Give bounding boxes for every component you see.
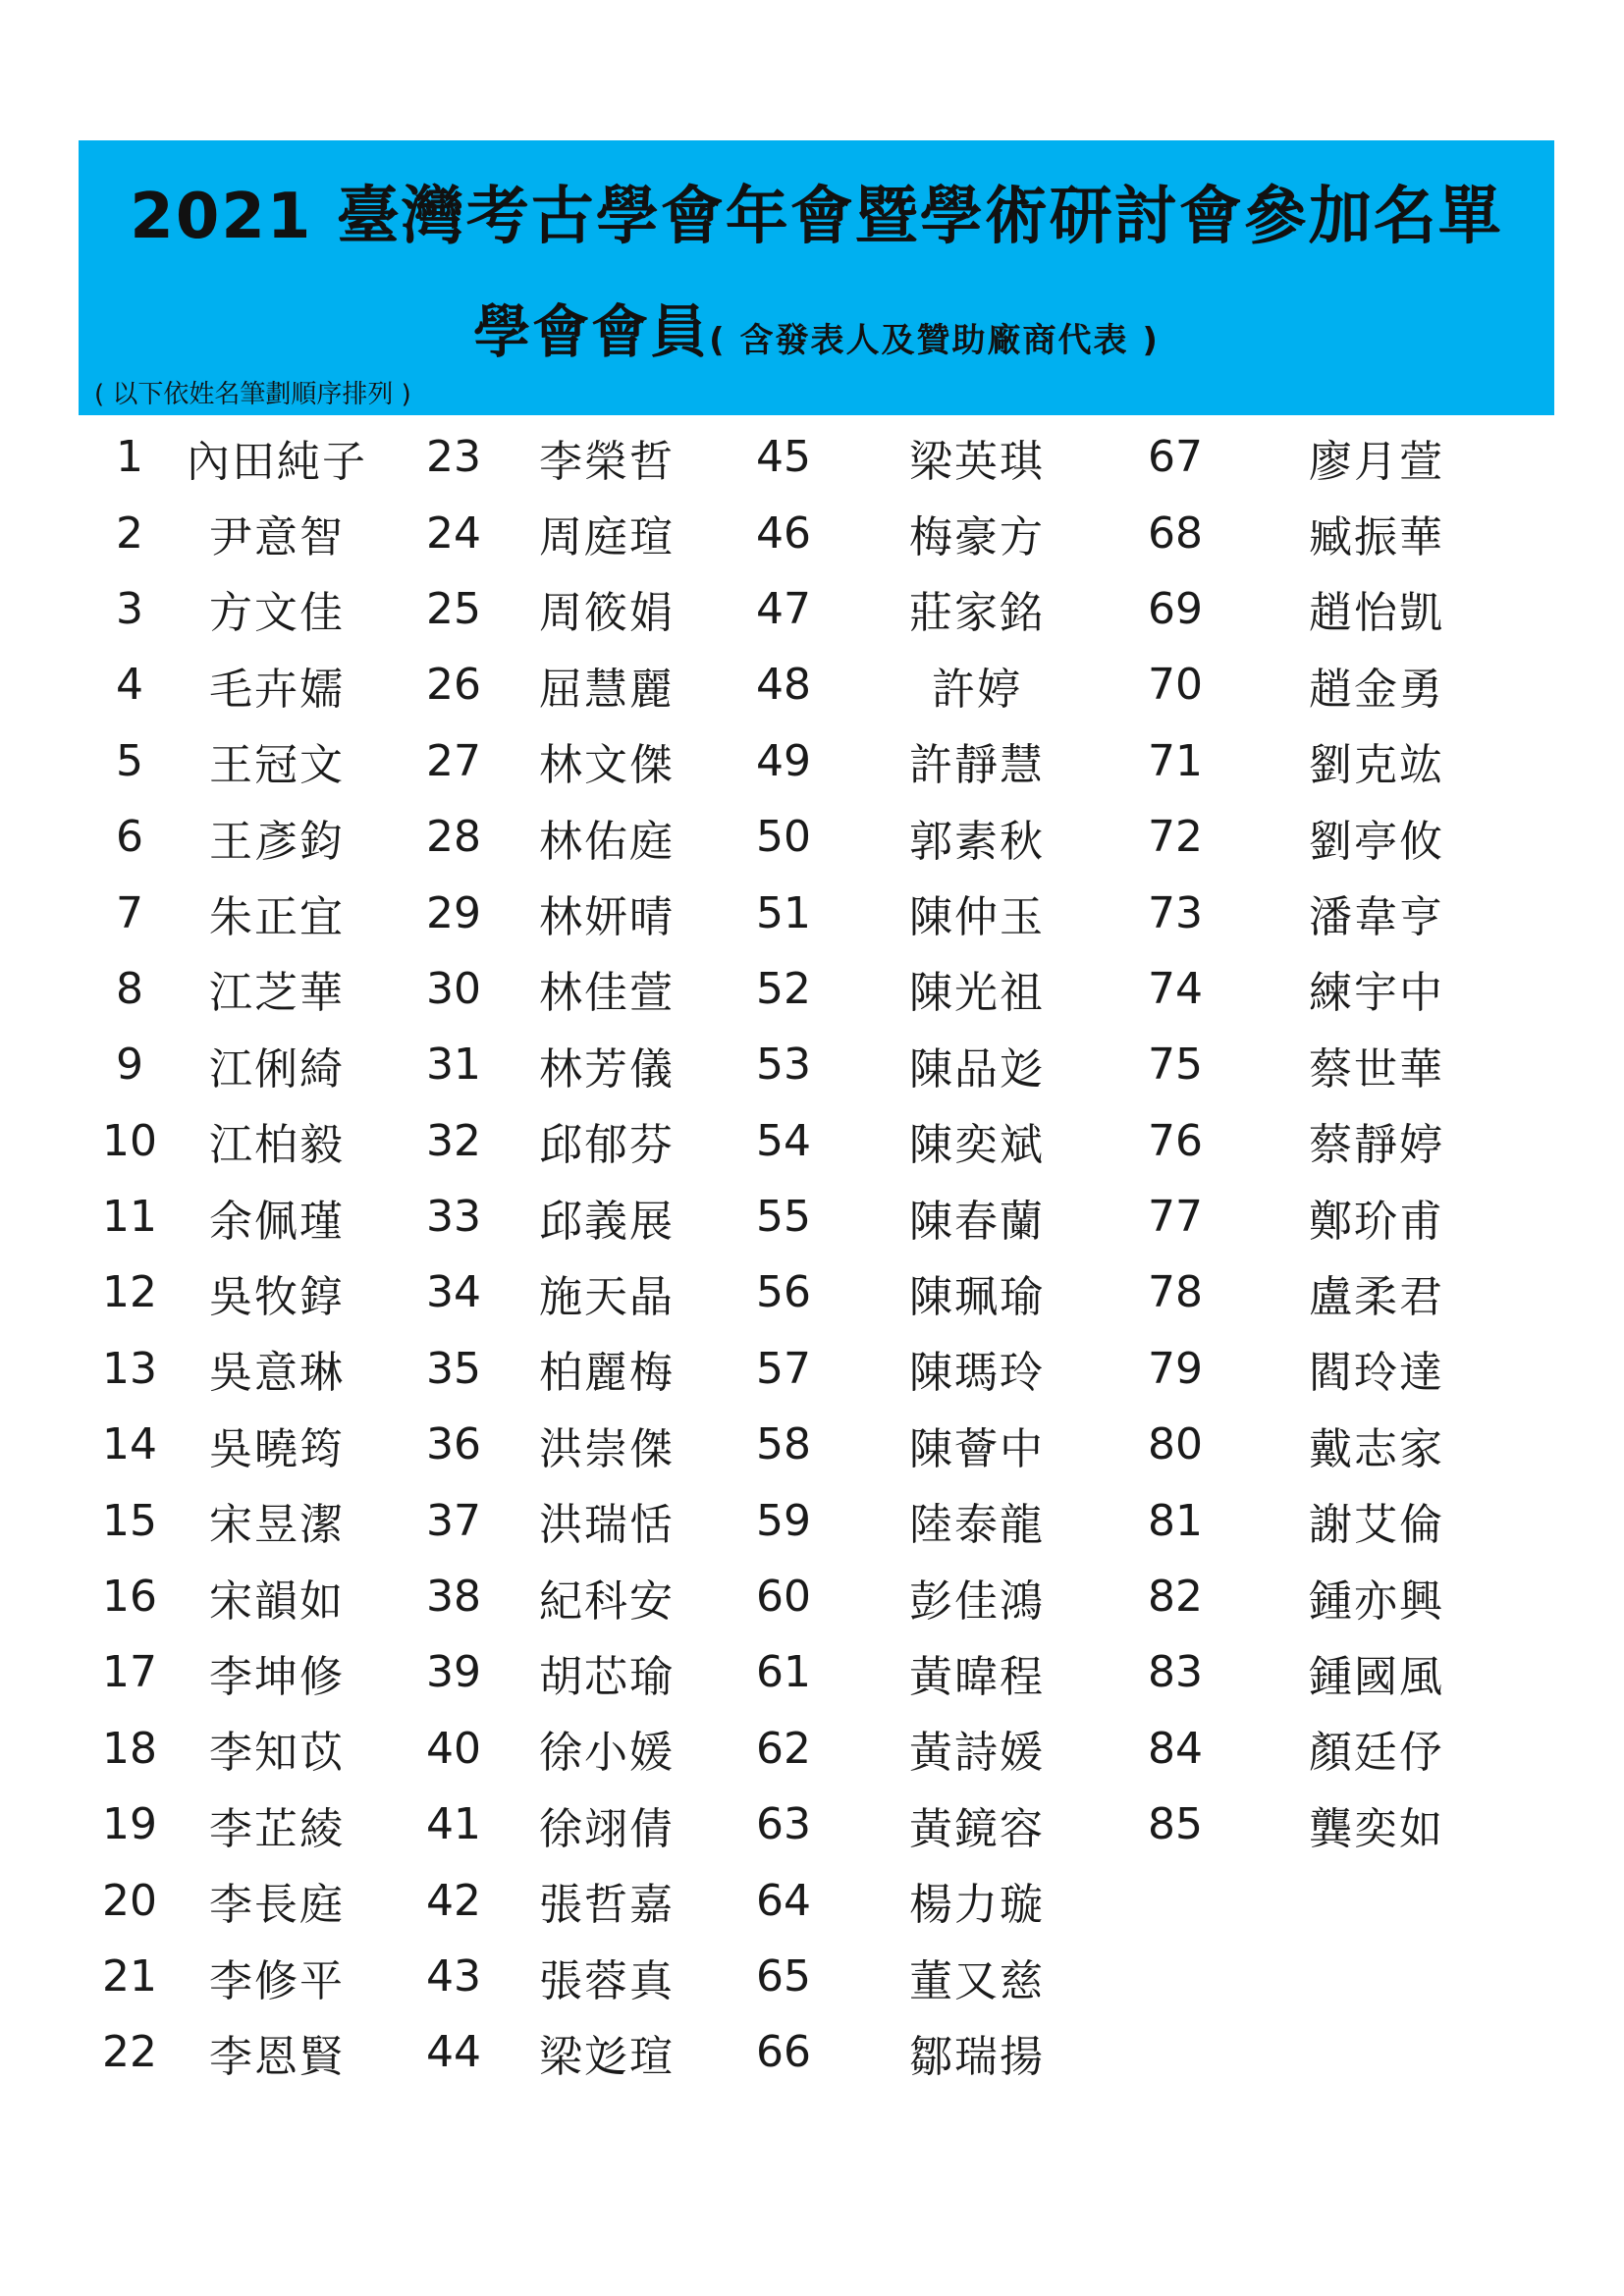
list-item bbox=[79, 1103, 373, 1179]
member-number: 6 bbox=[116, 812, 143, 863]
list-item bbox=[79, 571, 373, 647]
member-number: 84 bbox=[1148, 1723, 1203, 1774]
member-number: 59 bbox=[756, 1495, 811, 1546]
list-item bbox=[1129, 1331, 1532, 1407]
member-name: 方文佳 bbox=[209, 588, 345, 639]
list-item bbox=[1129, 1482, 1532, 1558]
member-number: 29 bbox=[426, 887, 481, 938]
member-number: 5 bbox=[116, 735, 143, 786]
list-item bbox=[736, 647, 1123, 722]
member-name: 謝艾倫 bbox=[1309, 1500, 1444, 1551]
member-name: 顏廷伃 bbox=[1309, 1728, 1444, 1779]
member-number: 40 bbox=[426, 1723, 481, 1774]
member-name: 潘韋亨 bbox=[1309, 892, 1444, 943]
list-item bbox=[1129, 419, 1532, 495]
member-name: 江柏毅 bbox=[209, 1120, 345, 1171]
member-number: 33 bbox=[426, 1192, 481, 1243]
member-name: 林妍晴 bbox=[539, 892, 675, 943]
member-number: 52 bbox=[756, 963, 811, 1014]
member-number: 68 bbox=[1148, 507, 1203, 559]
member-name: 蔡世華 bbox=[1309, 1043, 1444, 1095]
member-number: 76 bbox=[1148, 1115, 1203, 1166]
member-name: 陳春蘭 bbox=[909, 1196, 1045, 1247]
list-item bbox=[79, 1331, 373, 1407]
member-number: 21 bbox=[102, 1951, 157, 2002]
member-number: 79 bbox=[1148, 1343, 1203, 1394]
member-name: 陳奕斌 bbox=[909, 1120, 1045, 1171]
list-item bbox=[79, 1634, 373, 1710]
member-number: 63 bbox=[756, 1799, 811, 1850]
member-name: 董又慈 bbox=[909, 1955, 1045, 2006]
member-number: 12 bbox=[102, 1267, 157, 1318]
list-item bbox=[412, 799, 719, 875]
member-number: 69 bbox=[1148, 583, 1203, 634]
list-item bbox=[79, 495, 373, 570]
list-item bbox=[79, 1407, 373, 1482]
member-number: 57 bbox=[756, 1343, 811, 1394]
member-name: 郭素秋 bbox=[909, 816, 1045, 867]
list-item bbox=[412, 2014, 719, 2090]
list-item bbox=[79, 951, 373, 1027]
list-item bbox=[412, 495, 719, 570]
member-name: 林佳萱 bbox=[539, 968, 675, 1019]
member-name: 張蓉真 bbox=[539, 1955, 675, 2006]
member-name: 李榮哲 bbox=[539, 436, 675, 487]
member-name: 周庭瑄 bbox=[539, 512, 675, 563]
member-number: 70 bbox=[1148, 660, 1203, 711]
member-name: 洪崇傑 bbox=[539, 1423, 675, 1474]
list-item bbox=[79, 799, 373, 875]
list-item bbox=[79, 1711, 373, 1787]
list-item bbox=[736, 1482, 1123, 1558]
member-number: 19 bbox=[102, 1799, 157, 1850]
list-item bbox=[412, 1711, 719, 1787]
member-name: 吳牧錞 bbox=[209, 1271, 345, 1322]
list-item bbox=[79, 647, 373, 722]
member-name: 徐小媛 bbox=[539, 1728, 675, 1779]
list-item bbox=[1129, 1559, 1532, 1634]
member-number: 38 bbox=[426, 1572, 481, 1623]
member-number: 56 bbox=[756, 1267, 811, 1318]
member-number: 67 bbox=[1148, 432, 1203, 483]
member-number: 41 bbox=[426, 1799, 481, 1850]
list-item bbox=[1129, 1179, 1532, 1255]
list-item bbox=[1129, 1103, 1532, 1179]
member-number: 46 bbox=[756, 507, 811, 559]
list-item bbox=[1129, 1787, 1532, 1862]
member-number: 17 bbox=[102, 1647, 157, 1698]
list-item bbox=[736, 1027, 1123, 1102]
list-item bbox=[1129, 495, 1532, 570]
member-number: 85 bbox=[1148, 1799, 1203, 1850]
member-name: 黃詩媛 bbox=[909, 1728, 1045, 1779]
member-number: 60 bbox=[756, 1572, 811, 1623]
list-item bbox=[736, 495, 1123, 570]
list-item bbox=[412, 647, 719, 722]
member-name: 劉克竑 bbox=[1309, 740, 1444, 791]
name-column-2 bbox=[412, 419, 719, 2091]
member-number: 54 bbox=[756, 1115, 811, 1166]
name-column-1 bbox=[79, 419, 373, 2091]
member-number: 78 bbox=[1148, 1267, 1203, 1318]
member-number: 28 bbox=[426, 812, 481, 863]
member-name: 陳瑪玲 bbox=[909, 1348, 1045, 1399]
member-name: 陳珮瑜 bbox=[909, 1271, 1045, 1322]
member-name: 閻玲達 bbox=[1309, 1348, 1444, 1399]
member-number: 25 bbox=[426, 583, 481, 634]
member-number: 4 bbox=[116, 660, 143, 711]
member-number: 73 bbox=[1148, 887, 1203, 938]
member-number: 14 bbox=[102, 1419, 157, 1470]
member-name: 徐翊倩 bbox=[539, 1803, 675, 1854]
member-number: 37 bbox=[426, 1495, 481, 1546]
member-number: 10 bbox=[102, 1115, 157, 1166]
list-item bbox=[412, 723, 719, 799]
list-item bbox=[79, 1482, 373, 1558]
list-item bbox=[736, 1103, 1123, 1179]
member-number: 3 bbox=[116, 583, 143, 634]
name-column-4 bbox=[1129, 419, 1532, 1862]
member-number: 9 bbox=[116, 1040, 143, 1091]
member-number: 58 bbox=[756, 1419, 811, 1470]
subtitle-paren: ( 含發表人及贊助廠商代表 ) bbox=[709, 321, 1160, 360]
list-item bbox=[79, 1255, 373, 1330]
member-name: 宋昱潔 bbox=[209, 1500, 345, 1551]
list-item bbox=[736, 1787, 1123, 1862]
list-item bbox=[736, 1179, 1123, 1255]
member-name: 陳薈中 bbox=[909, 1423, 1045, 1474]
member-number: 27 bbox=[426, 735, 481, 786]
member-name: 宋韻如 bbox=[209, 1575, 345, 1627]
list-item bbox=[736, 1711, 1123, 1787]
member-number: 20 bbox=[102, 1875, 157, 1926]
list-item bbox=[736, 419, 1123, 495]
member-number: 83 bbox=[1148, 1647, 1203, 1698]
member-number: 7 bbox=[116, 887, 143, 938]
page-title: 2021 臺灣考古學會年會暨學術研討會參加名單 bbox=[130, 181, 1503, 253]
list-item bbox=[79, 1027, 373, 1102]
member-name: 張哲嘉 bbox=[539, 1880, 675, 1931]
member-number: 66 bbox=[756, 2027, 811, 2078]
member-number: 8 bbox=[116, 963, 143, 1014]
list-item bbox=[79, 1939, 373, 2014]
list-item bbox=[736, 571, 1123, 647]
member-name: 周筱娟 bbox=[539, 588, 675, 639]
member-number: 82 bbox=[1148, 1572, 1203, 1623]
member-name: 陳光祖 bbox=[909, 968, 1045, 1019]
member-number: 31 bbox=[426, 1040, 481, 1091]
ordering-note: ( 以下依姓名筆劃順序排列 ) bbox=[94, 380, 411, 409]
member-name: 王彥鈞 bbox=[209, 816, 345, 867]
list-item bbox=[412, 1255, 719, 1330]
member-name: 屈慧麗 bbox=[539, 664, 675, 715]
member-number: 75 bbox=[1148, 1040, 1203, 1091]
member-number: 42 bbox=[426, 1875, 481, 1926]
list-item bbox=[1129, 1407, 1532, 1482]
name-column-3 bbox=[736, 419, 1123, 2091]
list-item bbox=[412, 1482, 719, 1558]
member-name: 鄭玠甫 bbox=[1309, 1196, 1444, 1247]
list-item bbox=[1129, 571, 1532, 647]
member-number: 39 bbox=[426, 1647, 481, 1698]
member-number: 35 bbox=[426, 1343, 481, 1394]
list-item bbox=[412, 1103, 719, 1179]
member-name: 梅豪方 bbox=[909, 512, 1045, 563]
list-item bbox=[736, 1255, 1123, 1330]
list-item bbox=[79, 2014, 373, 2090]
member-name: 邱郁芬 bbox=[539, 1120, 675, 1171]
member-number: 30 bbox=[426, 963, 481, 1014]
member-number: 65 bbox=[756, 1951, 811, 2002]
member-number: 72 bbox=[1148, 812, 1203, 863]
list-item bbox=[79, 875, 373, 950]
list-item bbox=[79, 723, 373, 799]
member-name: 吳曉筠 bbox=[209, 1423, 345, 1474]
list-item bbox=[1129, 1711, 1532, 1787]
member-name: 趙金勇 bbox=[1309, 664, 1444, 715]
member-number: 47 bbox=[756, 583, 811, 634]
member-number: 53 bbox=[756, 1040, 811, 1091]
member-number: 44 bbox=[426, 2027, 481, 2078]
member-number: 32 bbox=[426, 1115, 481, 1166]
member-name: 王冠文 bbox=[209, 740, 345, 791]
member-name: 林芳儀 bbox=[539, 1043, 675, 1095]
list-item bbox=[736, 1559, 1123, 1634]
list-item bbox=[736, 1407, 1123, 1482]
member-number: 64 bbox=[756, 1875, 811, 1926]
header-banner bbox=[79, 140, 1554, 415]
member-name: 林佑庭 bbox=[539, 816, 675, 867]
member-name: 鍾亦興 bbox=[1309, 1575, 1444, 1627]
member-name: 李芷綾 bbox=[209, 1803, 345, 1854]
list-item bbox=[1129, 799, 1532, 875]
member-name: 柏麗梅 bbox=[539, 1348, 675, 1399]
member-number: 18 bbox=[102, 1723, 157, 1774]
member-name: 洪瑞恬 bbox=[539, 1500, 675, 1551]
member-name: 施天晶 bbox=[539, 1271, 675, 1322]
member-name: 陸泰龍 bbox=[909, 1500, 1045, 1551]
member-name: 楊力璇 bbox=[909, 1880, 1045, 1931]
member-number: 74 bbox=[1148, 963, 1203, 1014]
member-number: 55 bbox=[756, 1192, 811, 1243]
member-name: 蔡靜婷 bbox=[1309, 1120, 1444, 1171]
list-item bbox=[1129, 951, 1532, 1027]
member-number: 36 bbox=[426, 1419, 481, 1470]
member-name: 李長庭 bbox=[209, 1880, 345, 1931]
member-name: 江俐綺 bbox=[209, 1043, 345, 1095]
member-number: 51 bbox=[756, 887, 811, 938]
list-item bbox=[1129, 875, 1532, 950]
member-name: 李知苡 bbox=[209, 1728, 345, 1779]
member-number: 26 bbox=[426, 660, 481, 711]
list-item bbox=[412, 1331, 719, 1407]
member-number: 81 bbox=[1148, 1495, 1203, 1546]
member-number: 16 bbox=[102, 1572, 157, 1623]
member-name: 江芝華 bbox=[209, 968, 345, 1019]
list-item bbox=[736, 1939, 1123, 2014]
member-name: 胡芯瑜 bbox=[539, 1651, 675, 1702]
list-item bbox=[736, 951, 1123, 1027]
member-name: 內田純子 bbox=[187, 436, 367, 487]
member-number: 24 bbox=[426, 507, 481, 559]
list-item bbox=[412, 1787, 719, 1862]
member-number: 49 bbox=[756, 735, 811, 786]
list-item bbox=[736, 1331, 1123, 1407]
member-name: 趙怡凱 bbox=[1309, 588, 1444, 639]
member-name: 梁彣瑄 bbox=[539, 2031, 675, 2082]
list-item bbox=[412, 571, 719, 647]
list-item bbox=[79, 1179, 373, 1255]
member-number: 80 bbox=[1148, 1419, 1203, 1470]
list-item bbox=[1129, 1255, 1532, 1330]
member-name: 黃鏡容 bbox=[909, 1803, 1045, 1854]
member-name: 邱義展 bbox=[539, 1196, 675, 1247]
member-number: 23 bbox=[426, 432, 481, 483]
member-name: 尹意智 bbox=[209, 512, 345, 563]
member-name: 鍾國風 bbox=[1309, 1651, 1444, 1702]
list-item bbox=[736, 1862, 1123, 1938]
member-number: 1 bbox=[116, 432, 143, 483]
member-name: 許婷 bbox=[932, 664, 1022, 715]
member-number: 61 bbox=[756, 1647, 811, 1698]
member-name: 朱正宜 bbox=[209, 892, 345, 943]
member-name: 梁英琪 bbox=[909, 436, 1045, 487]
member-number: 43 bbox=[426, 1951, 481, 2002]
list-item bbox=[1129, 1634, 1532, 1710]
member-name: 李修平 bbox=[209, 1955, 345, 2006]
member-number: 11 bbox=[102, 1192, 157, 1243]
list-item bbox=[79, 1862, 373, 1938]
member-name: 李恩賢 bbox=[209, 2031, 345, 2082]
member-name: 李坤修 bbox=[209, 1651, 345, 1702]
member-number: 77 bbox=[1148, 1192, 1203, 1243]
member-number: 22 bbox=[102, 2027, 157, 2078]
member-name: 許靜慧 bbox=[909, 740, 1045, 791]
member-name: 盧柔君 bbox=[1309, 1271, 1444, 1322]
member-number: 48 bbox=[756, 660, 811, 711]
list-item bbox=[412, 1407, 719, 1482]
list-item bbox=[736, 2014, 1123, 2090]
member-name: 龔奕如 bbox=[1309, 1803, 1444, 1854]
member-number: 34 bbox=[426, 1267, 481, 1318]
list-item bbox=[412, 419, 719, 495]
member-name: 陳品彣 bbox=[909, 1043, 1045, 1095]
list-item bbox=[412, 1862, 719, 1938]
member-name: 戴志家 bbox=[1309, 1423, 1444, 1474]
member-name: 廖月萱 bbox=[1309, 436, 1444, 487]
member-name: 紀科安 bbox=[539, 1575, 675, 1627]
list-item bbox=[736, 875, 1123, 950]
member-number: 13 bbox=[102, 1343, 157, 1394]
list-item bbox=[79, 1559, 373, 1634]
list-item bbox=[1129, 723, 1532, 799]
member-number: 62 bbox=[756, 1723, 811, 1774]
list-item bbox=[79, 419, 373, 495]
member-name: 毛卉嬬 bbox=[209, 664, 345, 715]
list-item bbox=[1129, 647, 1532, 722]
list-item bbox=[736, 799, 1123, 875]
member-name: 陳仲玉 bbox=[909, 892, 1045, 943]
list-item bbox=[79, 1787, 373, 1862]
list-item bbox=[412, 1179, 719, 1255]
list-item bbox=[412, 1027, 719, 1102]
member-name: 鄒瑞揚 bbox=[909, 2031, 1045, 2082]
list-item bbox=[412, 1559, 719, 1634]
list-item bbox=[412, 951, 719, 1027]
member-name: 劉亭攸 bbox=[1309, 816, 1444, 867]
member-name: 臧振華 bbox=[1309, 512, 1444, 563]
member-name: 余佩瑾 bbox=[209, 1196, 345, 1247]
member-number: 45 bbox=[756, 432, 811, 483]
member-name: 莊家銘 bbox=[909, 588, 1045, 639]
subtitle-main: 學會會員 bbox=[473, 298, 710, 365]
member-name: 林文傑 bbox=[539, 740, 675, 791]
member-number: 15 bbox=[102, 1495, 157, 1546]
list-item bbox=[736, 1634, 1123, 1710]
list-item bbox=[412, 1939, 719, 2014]
member-name: 練宇中 bbox=[1309, 968, 1444, 1019]
member-name: 黃暐程 bbox=[909, 1651, 1045, 1702]
member-number: 50 bbox=[756, 812, 811, 863]
member-name: 吳意琳 bbox=[209, 1348, 345, 1399]
list-item bbox=[412, 875, 719, 950]
list-item bbox=[1129, 1027, 1532, 1102]
list-item bbox=[412, 1634, 719, 1710]
section-subtitle bbox=[79, 286, 1554, 368]
member-number: 2 bbox=[116, 507, 143, 559]
member-number: 71 bbox=[1148, 735, 1203, 786]
member-name: 彭佳鴻 bbox=[909, 1575, 1045, 1627]
list-item bbox=[736, 723, 1123, 799]
